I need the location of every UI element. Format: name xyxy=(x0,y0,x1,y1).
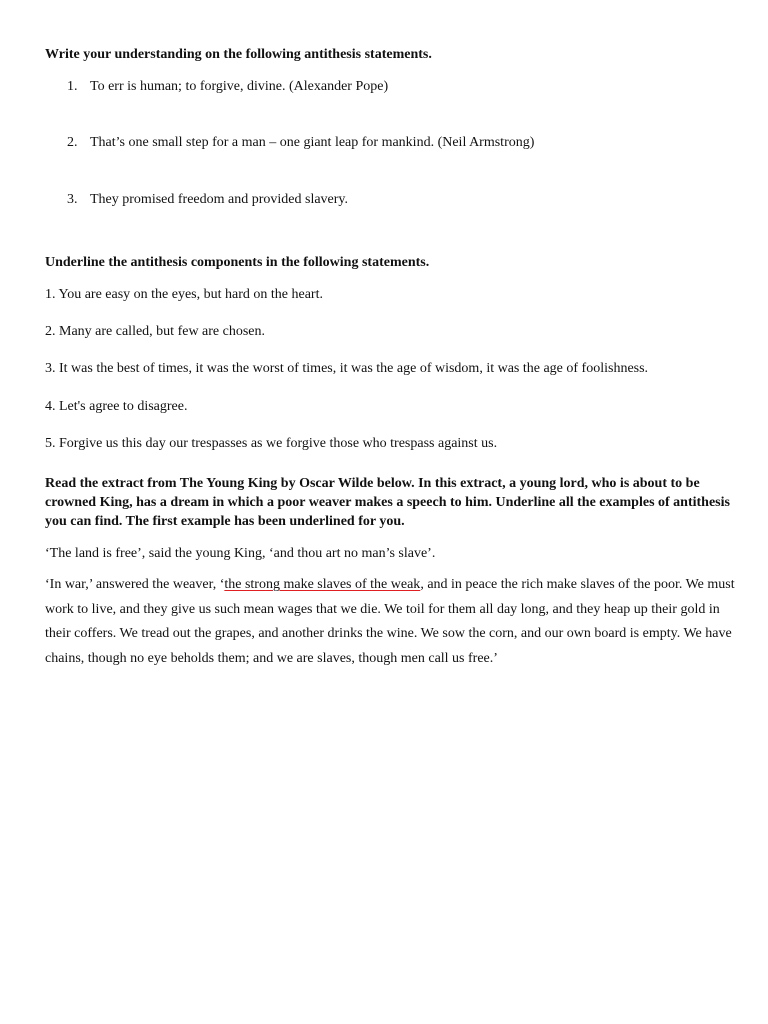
item-number: 3. xyxy=(67,192,78,207)
section1-item-1 xyxy=(67,78,388,96)
section2-statement-4: 4. Let's agree to disagree. xyxy=(45,399,188,414)
extract-paragraph-start: ‘In war,’ answered the weaver, ‘ xyxy=(45,577,225,592)
item-text: They promised freedom and provided slavery. xyxy=(90,192,349,207)
section3-instructions: Read the extract from The Young King by Oscar Wilde below. In this extract, a young lord, who is about to be crowned King, has a dream in which a poor weaver makes a speech to him. Underline all the examples of antithesis you can find. The first example has been underlined for you. xyxy=(45,476,730,529)
underlined-example: the strong make slaves of the weak xyxy=(224,577,421,592)
section2-statement-1: 1. You are easy on the eyes, but hard on the heart. xyxy=(45,287,323,302)
section1-heading: Write your understanding on the following antithesis statements. xyxy=(45,47,432,62)
section2-statement-5: 5. Forgive us this day our trespasses as we forgive those who trespass against us. xyxy=(45,436,498,451)
section2-statement-2: 2. Many are called, but few are chosen. xyxy=(45,324,266,339)
item-number: 2. xyxy=(67,135,78,150)
extract-paragraph-rest: , and in peace the rich make slaves of the poor. We must work to live, and they give us such mean wages that we die. We toil for them all day long, and they heap up their gold in their coffers. We tread out the grapes, and another drinks the wine. We sow the corn, and our own board is empty. We have chains, though no eye beholds them; and we are slaves, though men call us free.’ xyxy=(45,577,735,666)
item-number: 1. xyxy=(67,79,78,94)
extract-line-1: ‘The land is free’, said the young King, ‘and thou art no man’s slave’. xyxy=(45,546,436,561)
section2-heading: Underline the antithesis components in the following statements. xyxy=(45,255,430,270)
extract-paragraph xyxy=(45,573,735,671)
item-text: That’s one small step for a man – one giant leap for mankind. (Neil Armstrong) xyxy=(90,135,535,150)
section1-item-2 xyxy=(67,134,534,152)
section2-statement-3: 3. It was the best of times, it was the worst of times, it was the age of wisdom, it was the age of foolishness. xyxy=(45,361,649,376)
item-text: To err is human; to forgive, divine. (Alexander Pope) xyxy=(90,79,389,94)
section1-item-3 xyxy=(67,191,348,209)
